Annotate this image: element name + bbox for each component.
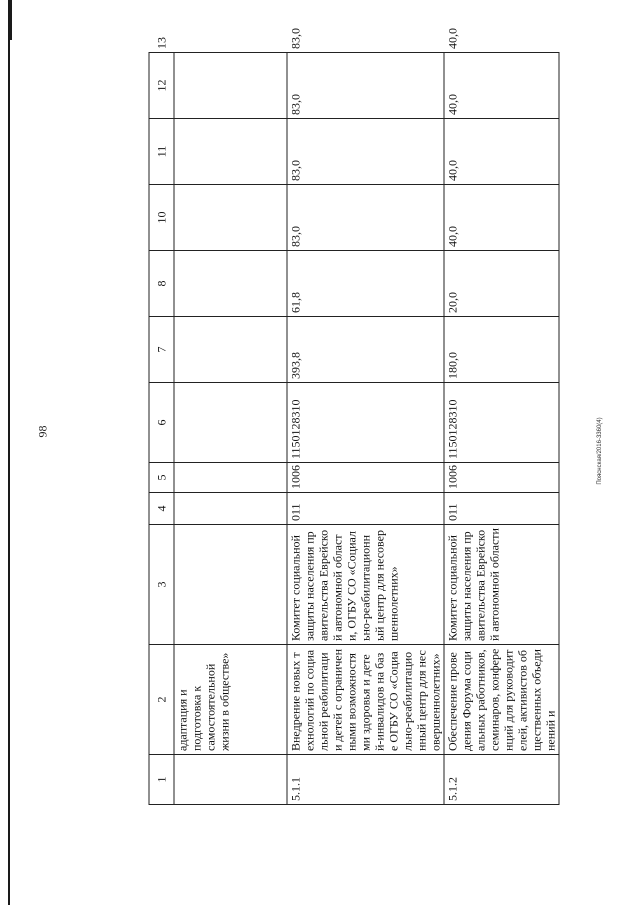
table-row: 5.1.2 Обеспечение проведения Форума социальных работников, семинаров, конференций для руководителей, активистов общественных объединений и Комитет социальной защиты населения правительства Еврейской автономной области 011 1006 1150128310 180,0 20,0 40,0 40,0 40,0 40,0 <box>444 53 559 805</box>
value-col-10: 40,0 <box>444 185 559 251</box>
budget-table <box>149 28 560 805</box>
left-binding-edge <box>8 0 10 905</box>
column-header: 3 <box>149 525 174 645</box>
section-code: 1006 <box>444 463 559 493</box>
column-header: 1 <box>149 755 174 805</box>
column-header: 11 <box>149 119 174 185</box>
value-col-12: 40,0 <box>444 53 559 119</box>
value-col-11: 40,0 <box>444 119 559 185</box>
column-header: 12 <box>149 53 174 119</box>
value-col-12 <box>174 53 287 119</box>
value-col-8: 20,0 <box>444 251 559 317</box>
measure-name: Обеспечение проведения Форума социальных работников, семинаров, конференций для руководителей, активистов общественных объединений и <box>444 645 559 755</box>
column-header: 4 <box>149 493 174 525</box>
measure-name: адаптация и подготовка к самостоятельной жизни в обществе» <box>174 645 287 755</box>
grbs-code: 011 <box>287 493 444 525</box>
section-code <box>174 463 287 493</box>
table-row <box>174 53 287 805</box>
value-col-12: 83,0 <box>287 53 444 119</box>
value-col-10 <box>174 185 287 251</box>
value-col-11: 83,0 <box>287 119 444 185</box>
row-number: 5.1.1 <box>287 755 444 805</box>
table-row: 5.1.1 Внедрение новых технологий по социальной реабилитации детей с ограниченными возможностями здоровья и детей-инвалидов на базе ОГБУ СО «Социально-реабилитационный центр для несовершеннолетних» Комитет социальной защиты населения правительства Еврейской автономной области, ОГБУ СО «Социально-реабилитационный центр для несовершеннолетних» 011 1006 1150128310 393,8 61,8 83,0 83,0 83,0 83,0 <box>287 53 444 805</box>
executor <box>174 525 287 645</box>
value-col-11 <box>174 119 287 185</box>
value-col-10: 83,0 <box>287 185 444 251</box>
executor: Комитет социальной защиты населения правительства Еврейской автономной области <box>444 525 559 645</box>
top-rule <box>8 0 12 40</box>
row-number <box>174 755 287 805</box>
rotated-table-container <box>149 28 558 805</box>
target-article-code: 1150128310 <box>444 383 559 463</box>
target-article-code <box>174 383 287 463</box>
target-article-code: 1150128310 <box>287 383 444 463</box>
measure-name: Внедрение новых технологий по социальной реабилитации детей с ограниченными возможностями здоровья и детей-инвалидов на базе ОГБУ СО «Социально-реабилитационный центр для несовершеннолетних» <box>287 645 444 755</box>
table-header-row: 1 2 3 4 5 6 7 8 10 11 12 13 <box>149 53 174 805</box>
grbs-code: 011 <box>444 493 559 525</box>
bottom-rule <box>8 530 10 570</box>
column-header: 6 <box>149 383 174 463</box>
column-header: 8 <box>149 251 174 317</box>
value-col-8 <box>174 251 287 317</box>
executor: Комитет социальной защиты населения правительства Еврейской автономной области, ОГБУ СО «Социально-реабилитационный центр для несовершеннолетних» <box>287 525 444 645</box>
value-total: 180,0 <box>444 317 559 383</box>
value-total: 393,8 <box>287 317 444 383</box>
column-header: 7 <box>149 317 174 383</box>
column-header: 2 <box>149 645 174 755</box>
value-total <box>174 317 287 383</box>
section-code: 1006 <box>287 463 444 493</box>
row-number: 5.1.2 <box>444 755 559 805</box>
value-col-8: 61,8 <box>287 251 444 317</box>
document-footer-code: Пояснская/2016-3360(4) <box>597 417 603 485</box>
page-number: 98 <box>35 425 50 438</box>
grbs-code <box>174 493 287 525</box>
column-header: 5 <box>149 463 174 493</box>
column-header: 10 <box>149 185 174 251</box>
